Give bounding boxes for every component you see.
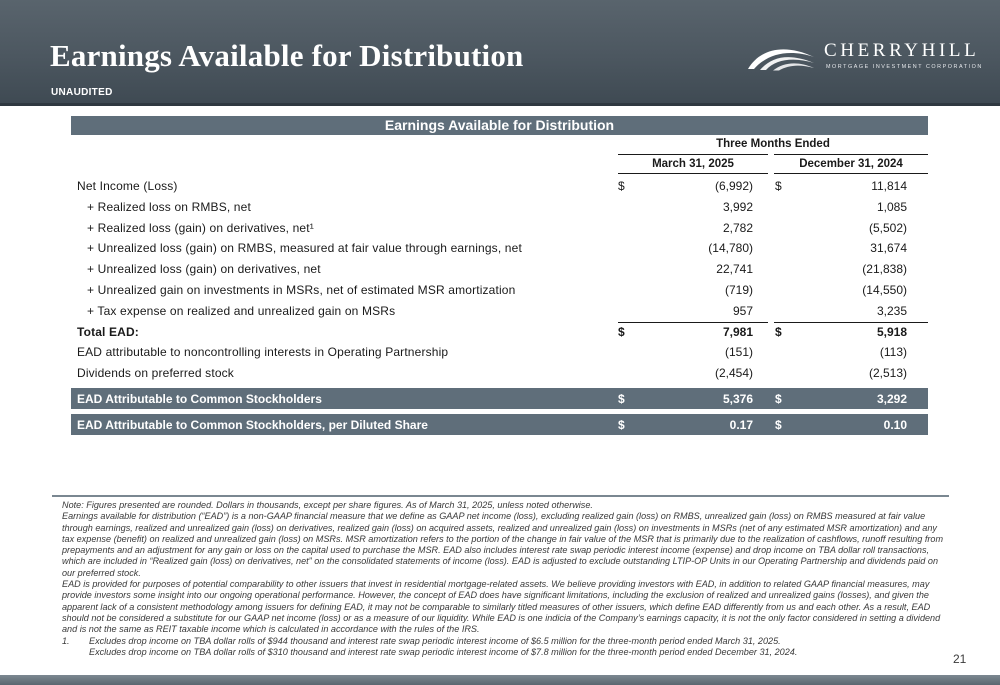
currency-symbol: $ (618, 391, 625, 406)
row-label: Net Income (Loss) (77, 179, 178, 193)
footnotes (62, 500, 947, 658)
row-label: EAD Attributable to Common Stockholders (77, 391, 322, 406)
value-december-2024: 3,235 (876, 303, 907, 318)
unaudited-label: UNAUDITED (51, 87, 113, 98)
page-title: Earnings Available for Distribution (50, 38, 524, 73)
row-label: Dividends on preferred stock (77, 366, 234, 381)
row-label: + Tax expense on realized and unrealized gain on MSRs (87, 303, 396, 318)
table-title: Earnings Available for Distribution (71, 116, 928, 135)
value-march-2025: 7,981 (722, 324, 753, 339)
value-december-2024: 0.10 (883, 417, 907, 432)
footnote-divider (52, 495, 949, 497)
row-label: + Unrealized loss (gain) on derivatives, net (87, 262, 321, 277)
row-label: + Realized loss on RMBS, net (87, 199, 251, 214)
currency-symbol: $ (618, 179, 625, 193)
currency-symbol: $ (775, 391, 782, 406)
value-december-2024: (2,513) (868, 366, 907, 381)
bottom-bar (0, 675, 1000, 685)
currency-symbol: $ (775, 417, 782, 432)
total-rule (774, 322, 928, 323)
table-row (71, 259, 928, 280)
value-december-2024: 11,814 (871, 179, 907, 193)
row-label: + Unrealized gain on investments in MSRs, net of estimated MSR amortization (87, 282, 516, 297)
value-december-2024: (14,550) (862, 282, 907, 297)
value-march-2025: 2,782 (722, 220, 753, 235)
value-december-2024: 5,918 (876, 324, 907, 339)
column-headers (71, 154, 928, 176)
table-row (71, 342, 928, 363)
period-label: Three Months Ended (716, 138, 830, 150)
value-december-2024: (5,502) (868, 220, 907, 235)
currency-symbol: $ (618, 324, 625, 339)
value-march-2025: 0.17 (729, 417, 753, 432)
value-march-2025: (151) (724, 345, 753, 360)
header-banner (0, 0, 1000, 103)
value-march-2025: 5,376 (722, 391, 753, 406)
table-row (71, 218, 928, 239)
table-row (71, 197, 928, 218)
logo-mark-icon (746, 43, 816, 71)
row-label: Total EAD: (77, 324, 139, 339)
value-march-2025: (2,454) (714, 366, 753, 381)
footnote-1 (62, 636, 947, 659)
total-rule (618, 322, 768, 323)
band-ead-per-share (71, 414, 928, 435)
footnote-number: 1. (62, 635, 70, 646)
ead-table (71, 116, 928, 435)
footnote-line-1: Excludes drop income on TBA dollar rolls of $944 thousand and interest rate swap periodic interest income of $6.5 million for the three-month period ended March 31, 2025. (89, 635, 781, 646)
table-row (71, 363, 928, 384)
footnote-line-2: Excludes drop income on TBA dollar rolls of $310 thousand and interest rate swap periodic interest income of $7.8 million for the three-month period ended December 31, 2024. (89, 646, 798, 657)
ead-purpose: EAD is provided for purposes of potential comparability to other issuers that invest in residential mortgage-related assets. We believe providing investors with EAD, in addition to related GAAP financial measures, may provide investors some insight into our ongoing operational performance. However, the concept of EAD does have significant limitations, including the exclusion of realized and unrealized gains (losses), and given the apparent lack of a consistent methodology among issuers for defining EAD, it may not be comparable to similarly titled measures of other issuers, which define EAD differently from us and each other. As a result, EAD should not be considered a substitute for our GAAP net income (loss) or as a measure of our liquidity. While EAD is one indicia of the Company’s earnings capacity, it is not the only factor considered in setting a dividend and is not the same as REIT taxable income which is calculated in accordance with the rules of the IRS. (62, 579, 941, 635)
value-march-2025: (14,780) (708, 241, 753, 256)
value-march-2025: 957 (732, 303, 753, 318)
ead-definition: Earnings available for distribution (“EAD”) is a non-GAAP financial measure that we define as GAAP net income (loss), excluding realized gain (loss) on RMBS, unrealized gain (loss) on RMBS measured at fair value through earnings, realized and unrealized gain (loss) on derivatives, realized gain (loss) on acquired assets, realized and unrealized gain (loss) on investments in MSRs (net of any estimated MSR amortization) and any tax expense (benefit) on realized and unrealized gain (loss) on MSRs. MSR amortization refers to the portion of the change in fair value of the MSR that is primarily due to the realization of cashflows, runoff resulting from prepayments and an adjustment for any gain or loss on the capital used to purchase the MSR. EAD also includes interest rate swap periodic interest income (expense) and drop income on TBA dollar roll transactions, which are included in “Realized gain (loss) on derivatives, net” on the consolidated statements of income (loss). EAD is adjusted to exclude outstanding LTIP-OP Units in our Operating Partnership and dividends paid on our preferred stock. (62, 511, 944, 578)
table-row (71, 322, 928, 343)
value-december-2024: 31,674 (870, 241, 907, 256)
period-header (71, 135, 928, 154)
value-march-2025: 22,741 (716, 262, 753, 277)
currency-symbol: $ (775, 179, 782, 193)
table-body (71, 176, 928, 384)
page-number: 21 (953, 652, 967, 666)
table-row (71, 301, 928, 322)
logo-tagline: MORTGAGE INVESTMENT CORPORATION (826, 64, 983, 70)
row-label: + Unrealized loss (gain) on RMBS, measured at fair value through earnings, net (87, 241, 522, 256)
value-march-2025: 3,992 (722, 199, 753, 214)
currency-symbol: $ (618, 417, 625, 432)
table-row (71, 238, 928, 259)
header-divider (0, 103, 1000, 106)
row-label: EAD Attributable to Common Stockholders, per Diluted Share (77, 417, 428, 432)
value-december-2024: (113) (879, 345, 907, 360)
company-logo (746, 40, 992, 72)
table-row (71, 176, 928, 197)
column-header-december-2024: December 31, 2024 (774, 154, 928, 174)
note-text: Note: Figures presented are rounded. Dollars in thousands, except per share figures. As of March 31, 2025, unless noted otherwise. (62, 500, 593, 510)
value-march-2025: (719) (724, 282, 753, 297)
value-december-2024: 3,292 (876, 391, 907, 406)
value-december-2024: (21,838) (862, 262, 907, 277)
value-march-2025: (6,992) (714, 179, 753, 193)
logo-name: CHERRYHILL (824, 40, 980, 61)
value-december-2024: 1,085 (876, 199, 907, 214)
table-row (71, 280, 928, 301)
row-label: EAD attributable to noncontrolling interests in Operating Partnership (77, 345, 449, 360)
currency-symbol: $ (775, 324, 782, 339)
column-header-march-2025: March 31, 2025 (618, 154, 768, 174)
row-label: + Realized loss (gain) on derivatives, net¹ (87, 220, 314, 235)
band-ead-common (71, 388, 928, 409)
